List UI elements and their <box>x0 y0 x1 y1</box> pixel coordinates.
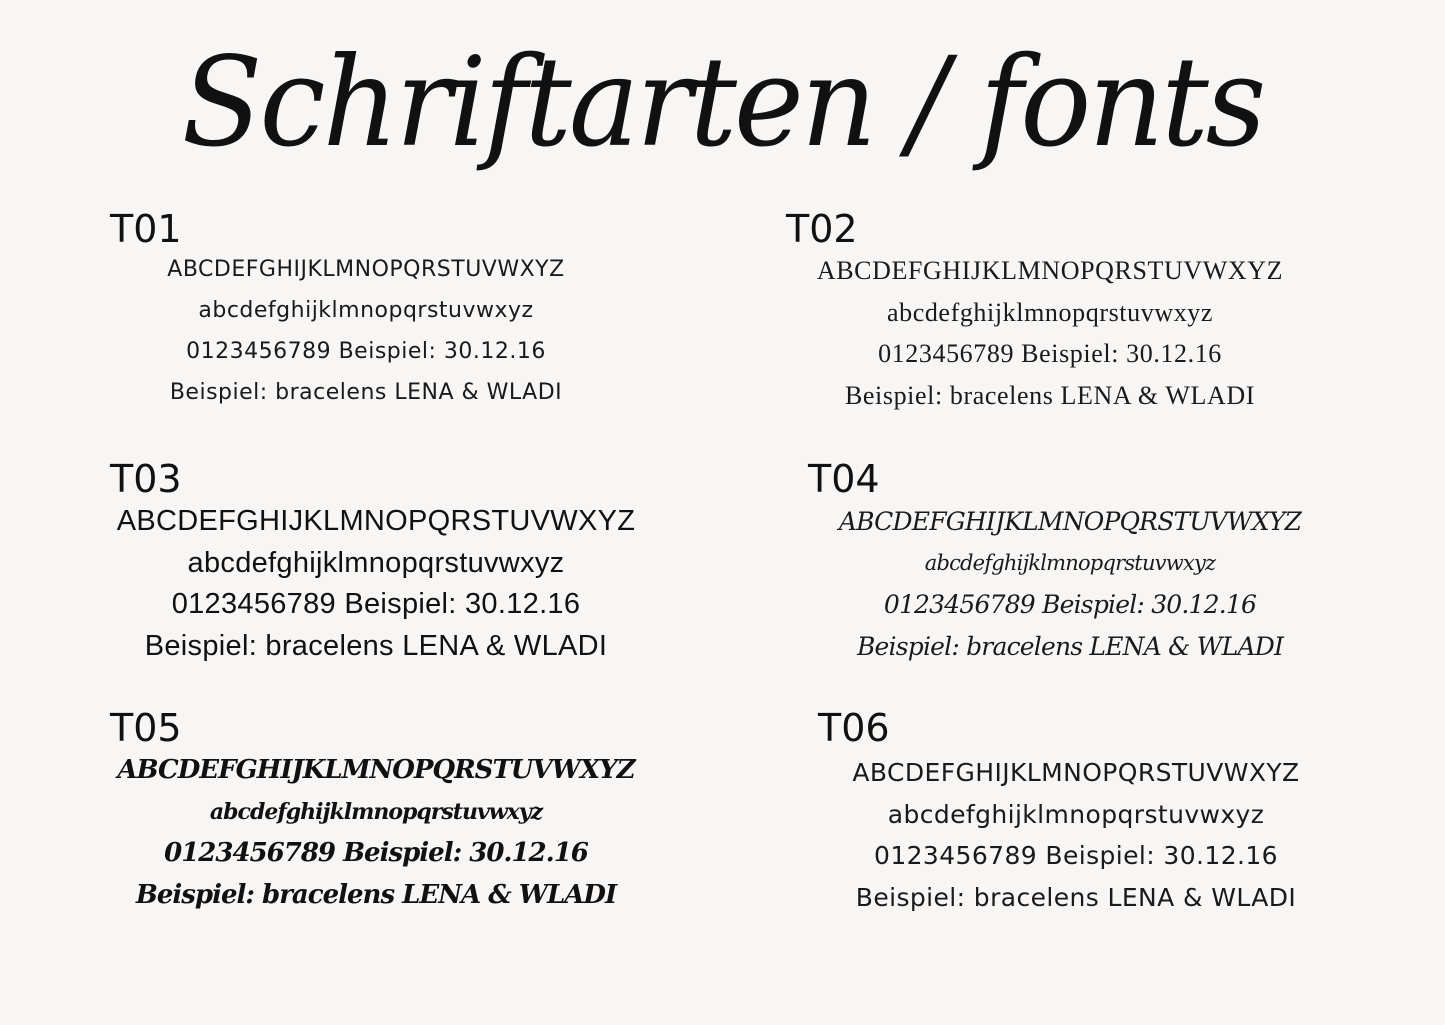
numbers-sample: 0123456789 Beispiel: 30.12.16 <box>171 588 581 620</box>
numbers-sample: 0123456789 Beispiel: 30.12.16 <box>878 339 1222 368</box>
uppercase-sample: ABCDEFGHIJKLMNOPQRSTUVWXYZ <box>852 758 1300 787</box>
example-sample: Beispiel: bracelens LENA & WLADI <box>169 380 563 405</box>
lowercase-sample: abcdefghijklmnopqrstuvwxyz <box>187 546 565 579</box>
numbers-sample: 0123456789 Beispiel: 30.12.16 <box>164 838 588 868</box>
font-code-t05: T05 <box>110 706 182 750</box>
font-code-t04: T04 <box>808 457 880 501</box>
example-sample: Beispiel: bracelens LENA & WLADI <box>856 631 1284 661</box>
example-sample: Beispiel: bracelens LENA & WLADI <box>855 882 1297 912</box>
lowercase-sample: abcdefghijklmnopqrstuvwxyz <box>924 550 1216 575</box>
uppercase-sample: ABCDEFGHIJKLMNOPQRSTUVWXYZ <box>117 755 635 785</box>
font-code-t06: T06 <box>818 706 890 750</box>
numbers-sample: 0123456789 Beispiel: 30.12.16 <box>874 841 1278 870</box>
example-sample: Beispiel: bracelens LENA & WLADI <box>144 629 608 662</box>
numbers-sample: 0123456789 Beispiel: 30.12.16 <box>883 590 1257 619</box>
page-title: Schriftarten / fonts <box>181 29 1264 175</box>
lowercase-sample: abcdefghijklmnopqrstuvwxyz <box>887 799 1265 829</box>
font-code-t02: T02 <box>786 207 858 251</box>
lowercase-sample: abcdefghijklmnopqrstuvwxyz <box>886 297 1214 327</box>
font-code-t03: T03 <box>110 457 182 501</box>
example-sample: Beispiel: bracelens LENA & WLADI <box>135 879 617 910</box>
numbers-sample: 0123456789 Beispiel: 30.12.16 <box>186 339 546 364</box>
uppercase-sample: ABCDEFGHIJKLMNOPQRSTUVWXYZ <box>816 256 1284 285</box>
uppercase-sample: ABCDEFGHIJKLMNOPQRSTUVWXYZ <box>838 507 1302 536</box>
font-code-t01: T01 <box>110 207 182 251</box>
uppercase-sample: ABCDEFGHIJKLMNOPQRSTUVWXYZ <box>167 257 565 282</box>
lowercase-sample: abcdefghijklmnopqrstuvwxyz <box>198 298 534 323</box>
uppercase-sample: ABCDEFGHIJKLMNOPQRSTUVWXYZ <box>116 505 636 537</box>
lowercase-sample: abcdefghijklmnopqrstuvwxyz <box>209 798 543 825</box>
example-sample: Beispiel: bracelens LENA & WLADI <box>844 380 1256 410</box>
